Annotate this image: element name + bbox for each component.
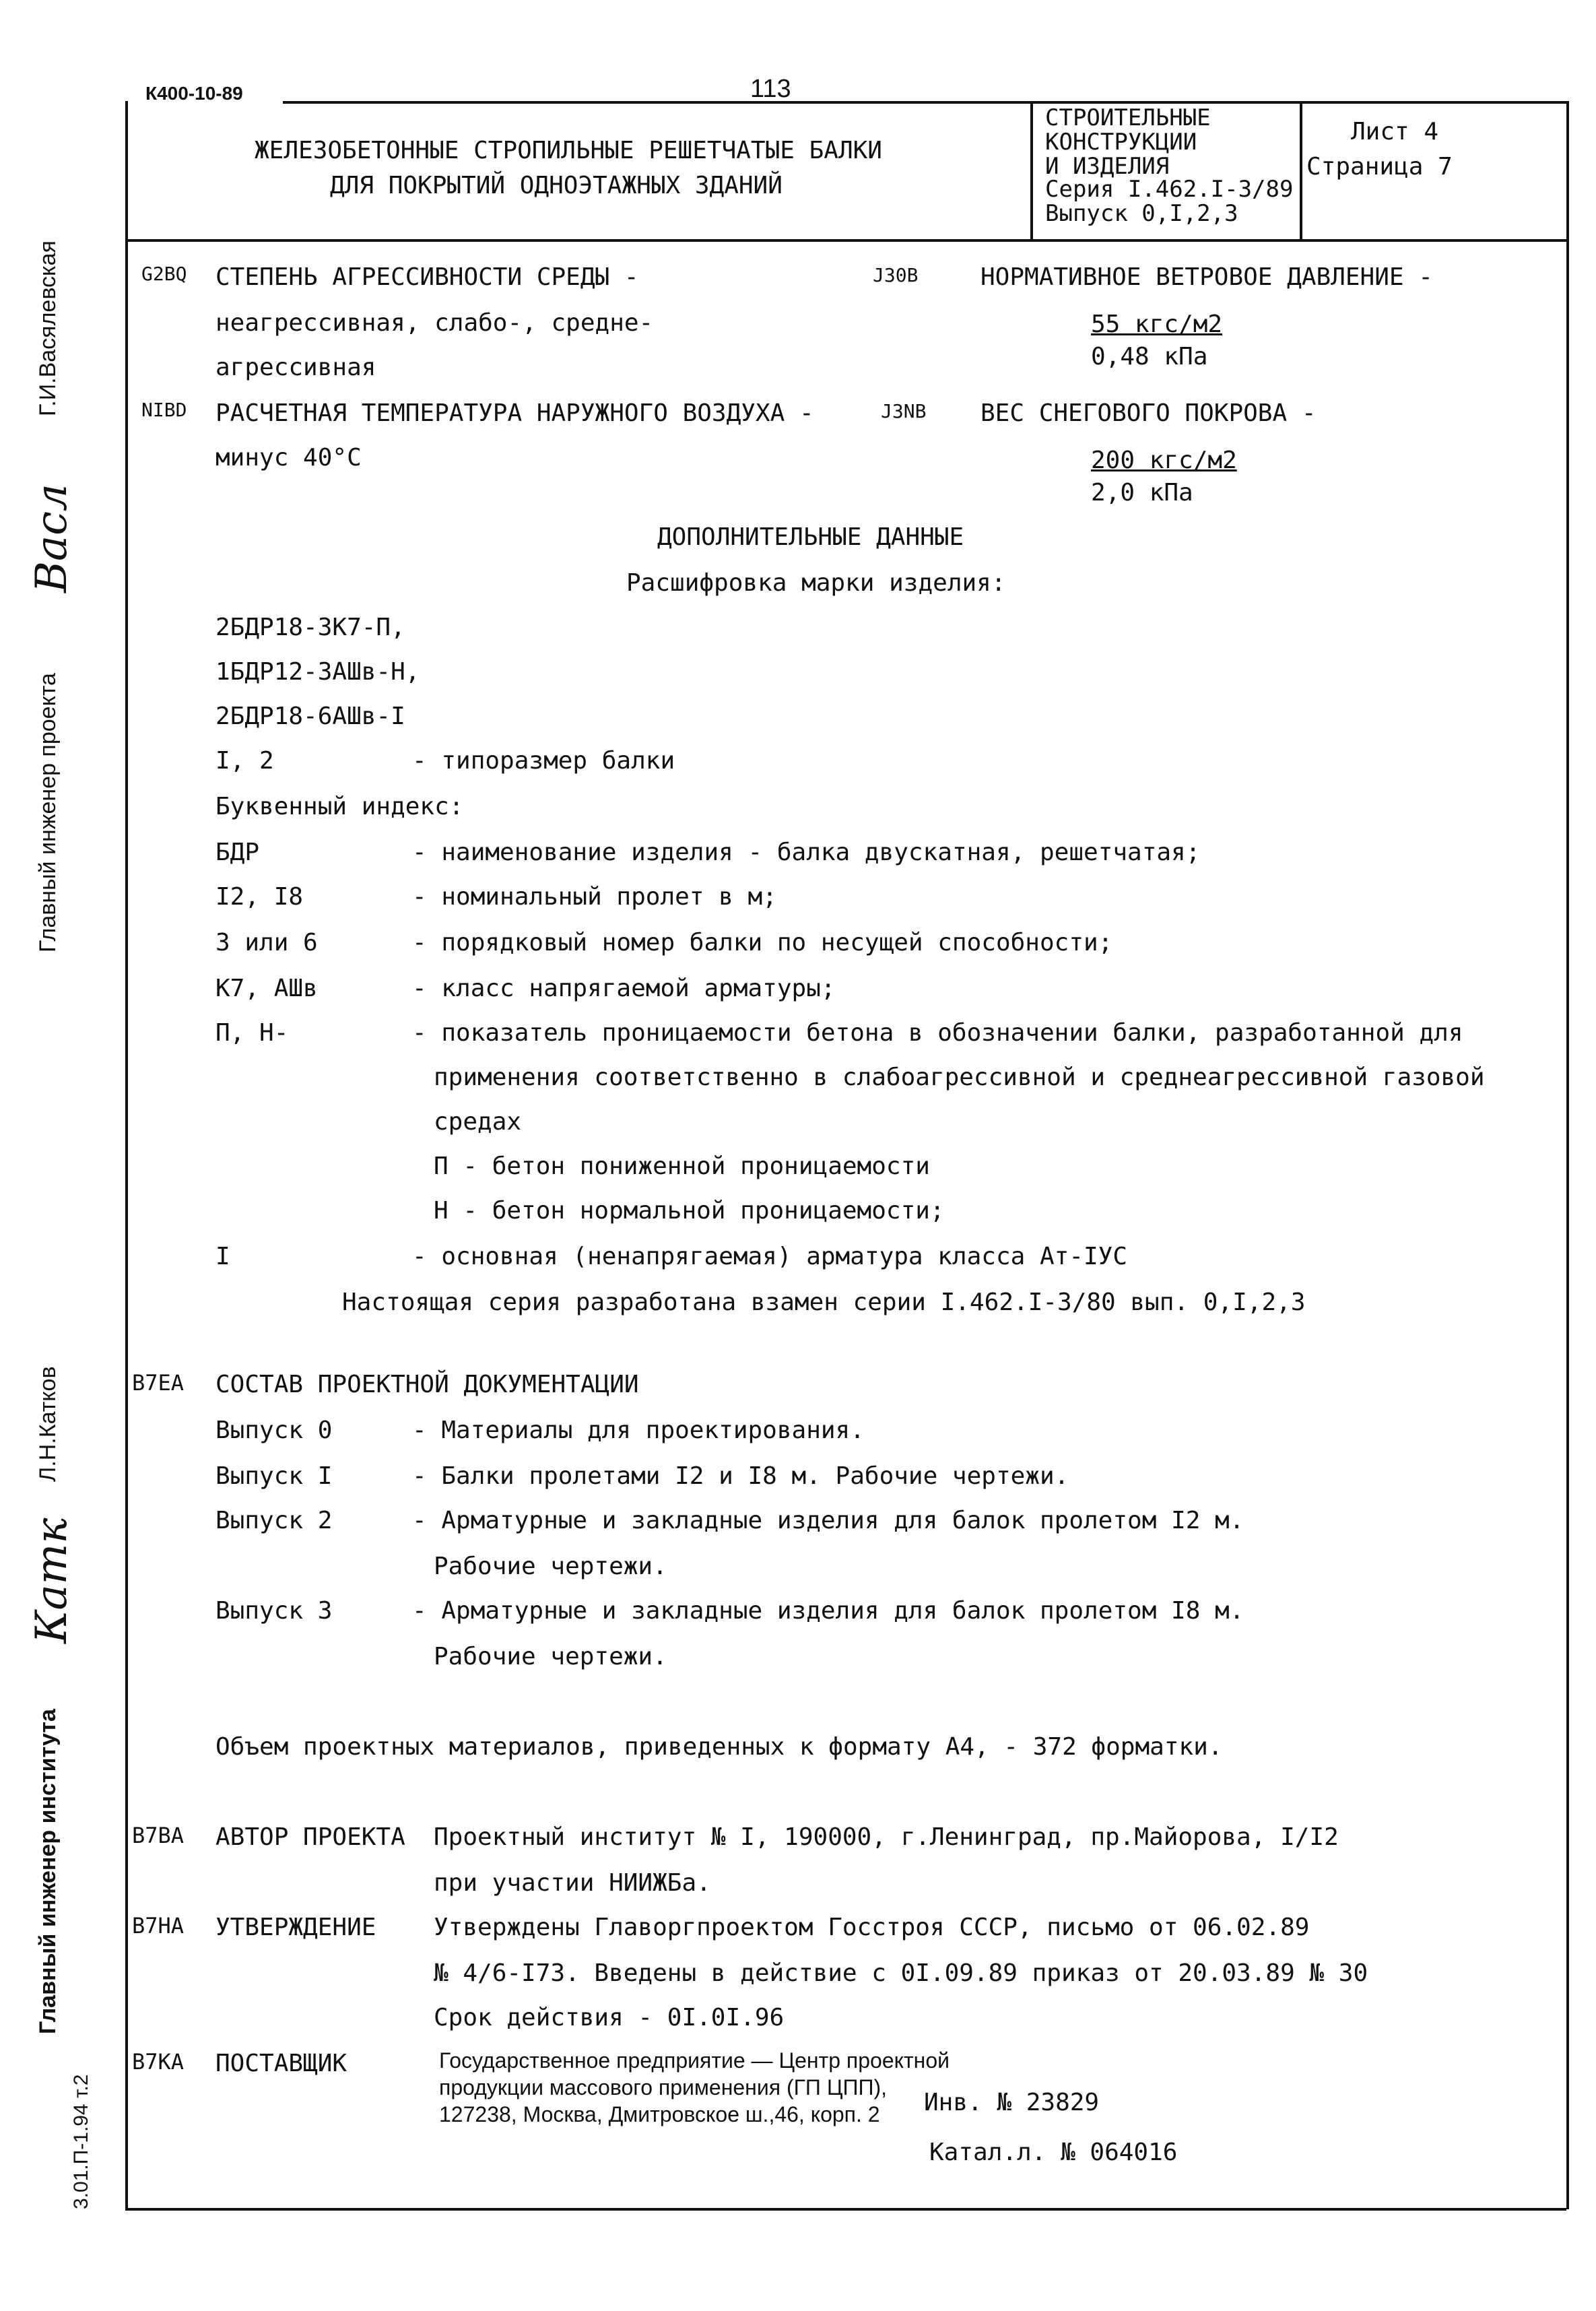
bdr-desc: - наименование изделия - балка двускатная, решетчатая;: [412, 839, 1201, 866]
temp-value: минус 40°С: [215, 444, 362, 471]
header-box-top: [1030, 101, 1569, 104]
signature-1: Васл: [27, 484, 77, 593]
title-line-2: ДЛЯ ПОКРЫТИЙ ОДНОЭТАЖНЫХ ЗДАНИЙ: [330, 172, 783, 199]
doc-issue-2: Выпуск 2: [215, 1507, 333, 1534]
span-desc: - номинальный пролет в м;: [412, 883, 777, 911]
wind-label: НОРМАТИВНОЕ ВЕТРОВОЕ ДАВЛЕНИЕ -: [980, 263, 1433, 291]
code-wind: J30B: [873, 264, 919, 286]
frame-left-line: [125, 101, 128, 2209]
snow-value-2: 2,0 кПа: [1091, 479, 1193, 507]
snow-label: ВЕС СНЕГОВОГО ПОКРОВА -: [980, 399, 1317, 427]
header-divider: [125, 239, 1566, 242]
category-line-2: КОНСТРУКЦИИ: [1045, 129, 1197, 156]
rebar-desc: - основная (ненапрягаемая) арматура класса Ат-IУС: [412, 1243, 1128, 1270]
header-box-left: [1030, 101, 1033, 239]
class-key: К7, АШв: [215, 975, 318, 1002]
document-code: К400-10-89: [145, 83, 243, 104]
doc-desc-1: - Балки пролетами I2 и I8 м. Рабочие чертежи.: [412, 1462, 1069, 1490]
margin-name-1: Г.И.Васялевская: [35, 240, 61, 416]
aggr-value-1: неагрессивная, слабо-, средне-: [215, 309, 654, 337]
doc-desc-3: - Арматурные и закладные изделия для балок пролетом I8 м.: [412, 1597, 1244, 1625]
mark-example-3: 2БДР18-6АШв-I: [215, 703, 405, 730]
approval-line-2: № 4/6-I73. Введены в действие с 0I.09.89 приказ от 20.03.89 № 30: [434, 1959, 1368, 1987]
page-number: 113: [750, 75, 791, 103]
mark-example-1: 2БДР18-3К7-П,: [215, 614, 405, 641]
approval-code: B7HA: [132, 1913, 185, 1939]
header-box-right: [1566, 101, 1569, 2209]
margin-role-2: Главный инженер института: [35, 1709, 61, 2034]
author-label: АВТОР ПРОЕКТА: [215, 1823, 405, 1851]
sheet-label: Лист 4: [1351, 118, 1439, 145]
category-line-3: И ИЗДЕЛИЯ: [1045, 153, 1170, 180]
additional-subheading: Расшифровка марки изделия:: [626, 569, 1006, 597]
docs-code: B7EA: [132, 1370, 185, 1396]
perm-desc-3: средах: [434, 1108, 522, 1136]
approval-label: УТВЕРЖДЕНИЕ: [215, 1914, 376, 1941]
frame-top-line: [283, 101, 1030, 104]
author-line-2: при участии НИИЖБа.: [434, 1869, 711, 1897]
code-snow: J3NB: [881, 400, 927, 422]
perm-desc-1: - показатель проницаемости бетона в обозначении балки, разработанной для: [412, 1019, 1463, 1047]
mark-example-2: 1БДР12-3АШв-Н,: [215, 658, 420, 686]
num-key: 3 или 6: [215, 929, 318, 956]
doc-issue-1: Выпуск I: [215, 1462, 333, 1490]
header-box-mid: [1300, 101, 1302, 239]
aggr-value-2: агрессивная: [215, 354, 376, 381]
supplier-line-3: 127238, Москва, Дмитровское ш.,46, корп. 2: [439, 2102, 880, 2126]
author-line-1: Проектный институт № I, 190000, г.Ленинград, пр.Майорова, I/I2: [434, 1823, 1339, 1851]
doc-desc-2: - Арматурные и закладные изделия для балок пролетом I2 м.: [412, 1507, 1244, 1534]
snow-value-1: 200 кгс/м2: [1091, 447, 1237, 474]
temp-label: РАСЧЕТНАЯ ТЕМПЕРАТУРА НАРУЖНОГО ВОЗДУХА -: [215, 399, 814, 427]
title-line-1: ЖЕЛЕЗОБЕТОННЫЕ СТРОПИЛЬНЫЕ РЕШЕТЧАТЫЕ БАЛКИ: [255, 137, 882, 164]
signature-2: Катк: [27, 1518, 77, 1643]
rebar-key: I: [215, 1243, 230, 1270]
margin-role-1: Главный инженер проекта: [35, 673, 61, 952]
num-desc: - порядковый номер балки по несущей способности;: [412, 929, 1113, 956]
catalog-number: Катал.л. № 064016: [929, 2139, 1178, 2166]
replace-note: Настоящая серия разработана взамен серии I.462.I-3/80 вып. 0,I,2,3: [342, 1289, 1306, 1316]
supplier-line-2: продукции массового применения (ГП ЦПП),: [439, 2075, 888, 2100]
typesize-key: I, 2: [215, 747, 274, 775]
frame-bottom-line: [125, 2208, 1566, 2211]
span-key: I2, I8: [215, 883, 304, 911]
approval-line-3: Срок действия - 0I.0I.96: [434, 2004, 785, 2031]
aggr-label: СТЕПЕНЬ АГРЕССИВНОСТИ СРЕДЫ -: [215, 263, 639, 291]
supplier-label: ПОСТАВЩИК: [215, 2050, 347, 2077]
supplier-line-1: Государственное предприятие — Центр проектной: [439, 2048, 950, 2073]
docs-heading: СОСТАВ ПРОЕКТНОЙ ДОКУМЕНТАЦИИ: [215, 1371, 639, 1398]
doc-issue-3: Выпуск 3: [215, 1597, 333, 1625]
page-label: Страница 7: [1306, 153, 1453, 181]
approval-line-1: Утверждены Главоргпроектом Госстроя СССР, письмо от 06.02.89: [434, 1914, 1310, 1941]
author-code: B7BA: [132, 1823, 185, 1848]
doc-desc-0: - Материалы для проектирования.: [412, 1417, 865, 1444]
perm-desc-2: применения соответственно в слабоагрессивной и среднеагрессивной газовой: [434, 1064, 1485, 1091]
margin-name-2: Л.Н.Катков: [35, 1366, 61, 1482]
category-line-1: СТРОИТЕЛЬНЫЕ: [1045, 104, 1211, 131]
doc-issue-0: Выпуск 0: [215, 1417, 333, 1444]
perm-n: Н - бетон нормальной проницаемости;: [434, 1197, 945, 1225]
supplier-code: B7KA: [132, 2049, 185, 2075]
inventory-number: Инв. № 23829: [924, 2089, 1100, 2116]
footer-code: 3.01.П-1.94 т.2: [70, 2074, 92, 2209]
wind-value-2: 0,48 кПа: [1091, 343, 1208, 370]
perm-key: П, Н-: [215, 1019, 289, 1047]
additional-heading: ДОПОЛНИТЕЛЬНЫЕ ДАННЫЕ: [657, 523, 964, 551]
typesize-desc: - типоразмер балки: [412, 747, 675, 775]
issue-label: Выпуск 0,I,2,3: [1045, 200, 1238, 227]
docs-volume: Объем проектных материалов, приведенных к формату А4, - 372 форматки.: [215, 1733, 1223, 1761]
perm-p: П - бетон пониженной проницаемости: [434, 1152, 930, 1180]
wind-value-1: 55 кгс/м2: [1091, 311, 1223, 338]
class-desc: - класс напрягаемой арматуры;: [412, 975, 836, 1002]
series-label: Серия I.462.I-3/89: [1045, 176, 1294, 203]
letter-index-label: Буквенный индекс:: [215, 793, 464, 820]
doc-desc-3-cont: Рабочие чертежи.: [434, 1643, 667, 1670]
bdr-key: БДР: [215, 839, 260, 866]
doc-desc-2-cont: Рабочие чертежи.: [434, 1553, 667, 1580]
code-aggr: G2BQ: [141, 263, 187, 285]
code-temp: NIBD: [141, 399, 187, 421]
